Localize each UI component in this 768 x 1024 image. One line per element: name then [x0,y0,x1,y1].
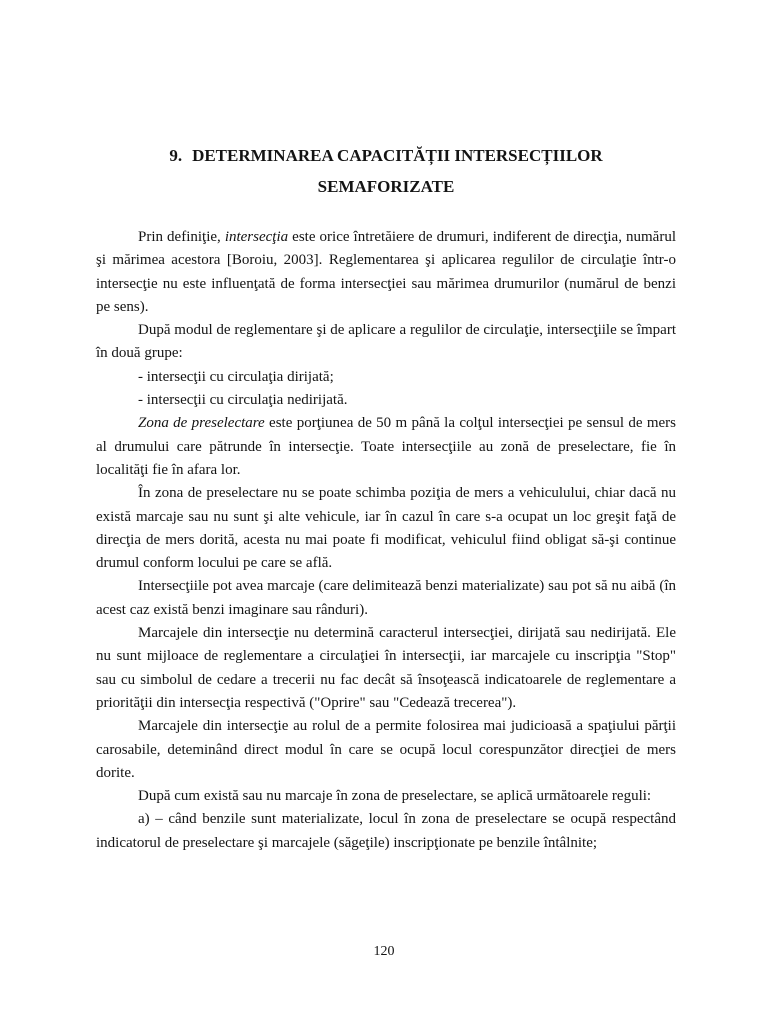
paragraph: Marcajele din intersecţie nu determină caracterul intersecţiei, dirijată sau nedirijată. Ele nu sunt mijloace de reglementare a circulaţiei în intersecţii, iar marcajele cu inscripţia "Stop" sau cu simbolul de cedare a trecerii nu fac decât să însoţească indicatoarele de reglementare a priorităţii din intersecţia respectivă ("Oprire" sau "Cedează trecerea"). [96,625,676,711]
chapter-title: DETERMINAREA CAPACITĂȚII INTERSECȚIILOR [192,146,603,165]
page-number: 120 [373,944,395,959]
list-item: - intersecţii cu circulaţia nedirijată. [138,392,348,409]
paragraph: Marcajele din intersecţie au rolul de a permite folosirea mai judicioasă a spaţiului părţii carosabile, deteminând direct modul în care se ocupă locul corespunzător direcţiei de mers dorite. [96,718,676,781]
paragraph: Prin definiţie, intersecţia este orice întretăiere de drumuri, indiferent de direcţia, numărul şi mărimea acestora [Boroiu, 2003]. Reglementarea şi aplicarea regulilor de circulaţie într-o intersecţie nu este influenţată de forma intersecţiei sau mărimea drumurilor (numărul de benzi pe sens). [96,229,676,315]
paragraph: După cum există sau nu marcaje în zona de preselectare, se aplică următoarele reguli: [138,788,652,805]
chapter-heading [96,140,676,202]
paragraph: În zona de preselectare nu se poate schimba poziţia de mers a vehiculului, chiar dacă nu există marcaje sau nu sunt şi alte vehicule, iar în cazul în care s-a ocupat un loc greşit faţă de direcţia de mers dorită, acesta nu mai poate fi modificat, vehiculul fiind obligat să-şi continue drumul conform locului pe care se află. [96,485,676,572]
paragraph: a) – când benzile sunt materializate, locul în zona de preselectare se ocupă respectând indicatorul de preselectare şi marcajele (săgeţile) inscripţionate pe benzile întâlnite; [96,811,676,851]
chapter-heading-line-1 [96,140,676,171]
paragraph: Zona de preselectare este porţiunea de 50 m până la colţul intersecţiei pe sensul de mers al drumului care pătrunde în intersecţie. Toate intersecţiile au zonă de preselectare, fie în localităţi fie în afara lor. [96,415,676,478]
paragraph: După modul de reglementare şi de aplicare a regulilor de circulaţie, intersecţiile se împart în două grupe: [96,322,676,362]
body-text [96,226,676,855]
paragraph: Intersecţiile pot avea marcaje (care delimitează benzi materializate) sau pot să nu aibă (în acest caz există benzi imaginare sau rânduri). [96,578,676,618]
chapter-title-continuation: SEMAFORIZATE [317,177,455,196]
chapter-number: 9. [169,146,183,165]
list-item: - intersecţii cu circulaţia dirijată; [138,368,334,385]
